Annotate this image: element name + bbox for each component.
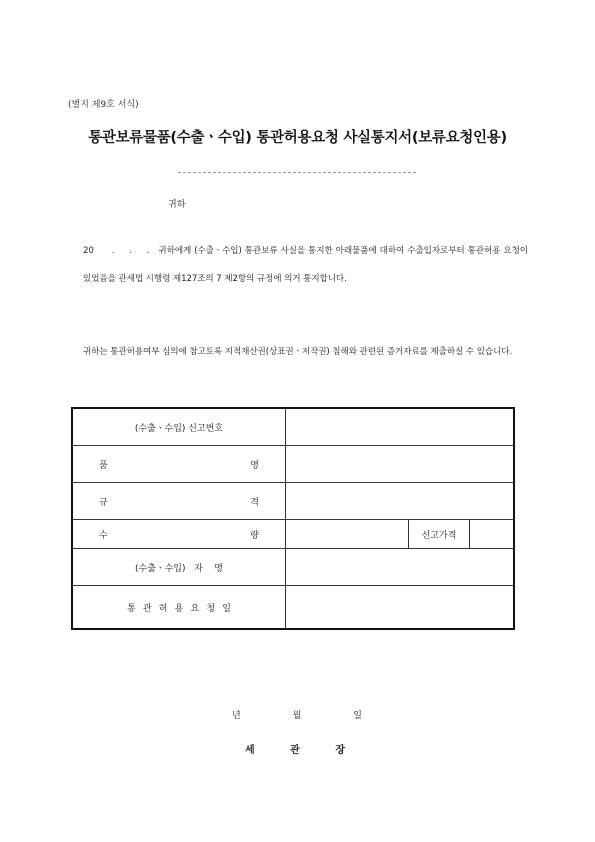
date-blanks: . . .	[111, 246, 150, 256]
year-label: 년	[232, 711, 241, 721]
signer-title	[245, 741, 345, 756]
release-date-char: 일	[222, 603, 231, 614]
declaration-no-label: (수출ㆍ수입) 신고번호	[72, 408, 286, 446]
release-date-char: 용	[174, 603, 184, 614]
quantity-field[interactable]	[286, 520, 409, 549]
month-label: 월	[292, 711, 302, 721]
spec-label	[72, 483, 286, 520]
release-date-char: 청	[206, 603, 216, 614]
item-name-label-char: 품	[99, 460, 108, 471]
release-date-char: 허	[158, 603, 168, 614]
quantity-label	[72, 520, 286, 549]
evidence-paragraph: 귀하는 통관허용여부 심의에 참고토록 지적재산권(상표권ㆍ저작권) 침해와 관련된 증거자료를 제출하실 수 있습니다.	[83, 347, 513, 357]
table-row	[72, 408, 514, 446]
spec-field[interactable]	[286, 483, 515, 520]
title-divider	[178, 172, 416, 173]
table-row	[72, 446, 514, 483]
item-name-label-char: 명	[250, 460, 259, 471]
party-name-char: 자	[194, 563, 203, 574]
table-row	[72, 586, 514, 630]
party-name-char: 명	[214, 563, 223, 574]
spec-label-char: 규	[99, 497, 108, 508]
release-date-char: 관	[142, 603, 152, 614]
table-row	[72, 483, 514, 520]
table-row	[72, 520, 514, 549]
form-number: (별지 제9호 서식)	[68, 100, 139, 110]
document-title: 통관보류물품(수출ㆍ수입) 통관허용요청 사실통지서(보류요청인용)	[88, 130, 507, 146]
notice-paragraph	[83, 237, 528, 293]
issue-date-line	[232, 708, 362, 721]
quantity-label-char: 량	[250, 530, 259, 541]
release-date-char: 통	[127, 603, 136, 614]
party-name-field[interactable]	[286, 549, 515, 586]
party-name-prefix: (수출ㆍ수입)	[135, 563, 186, 574]
table-row	[72, 549, 514, 586]
declared-price-field[interactable]	[470, 520, 515, 549]
quantity-label-char: 수	[99, 530, 108, 541]
release-request-date-field[interactable]	[286, 586, 515, 630]
declared-price-label: 신고가격	[409, 520, 470, 549]
release-date-char: 요	[190, 603, 200, 614]
declaration-no-field[interactable]	[286, 408, 515, 446]
day-label: 일	[353, 711, 362, 721]
signer-char: 관	[290, 745, 300, 756]
notice-text: 귀하에게 (수출ㆍ수입) 통관보류 사실을 통지한 아래물품에 대하여 수출입자로부터 통관허용 요청이 있었음을 관세법 시행령 제127조의 7 제2항의 규정에 의거 통지합니다.	[83, 246, 528, 284]
item-name-field[interactable]	[286, 446, 515, 483]
goods-info-table	[71, 407, 515, 630]
release-request-date-label	[72, 586, 286, 630]
date-prefix: 20	[83, 246, 94, 256]
item-name-label	[72, 446, 286, 483]
spec-label-char: 격	[250, 497, 259, 508]
recipient-suffix: 귀하	[168, 200, 186, 210]
signer-char: 세	[245, 745, 255, 756]
signer-char: 장	[335, 745, 345, 756]
party-name-label	[72, 549, 286, 586]
